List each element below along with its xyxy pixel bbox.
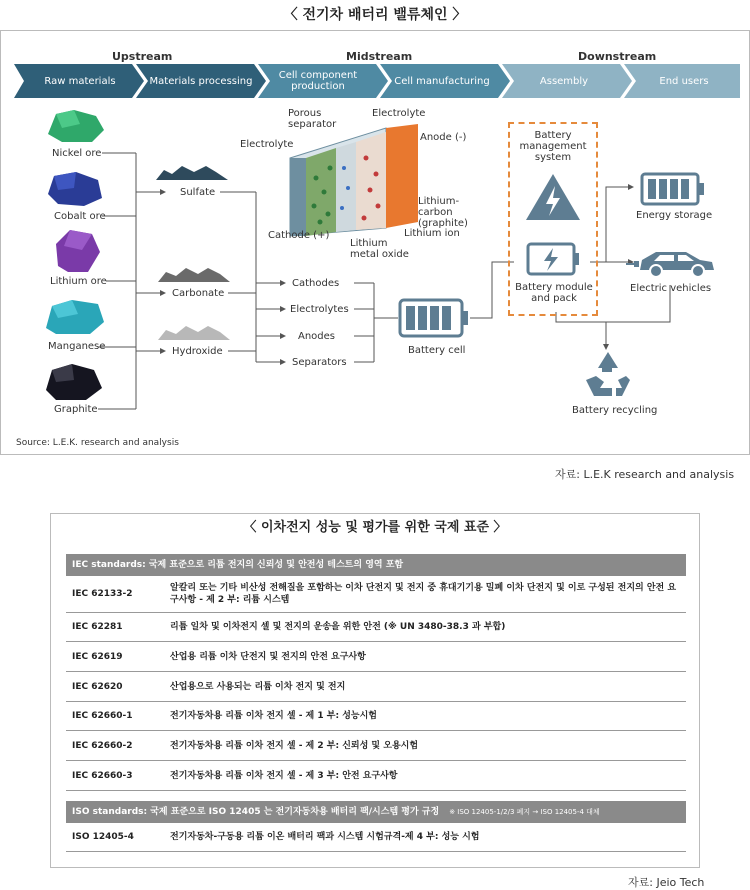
stage-cell-manufacturing: Cell manufacturing [394, 75, 490, 87]
stage-raw-materials: Raw materials [44, 75, 116, 87]
standard-description: 알칼리 또는 기타 비산성 전해질을 포함하는 이차 단전지 및 전지 중 휴대기기용 밀폐 이차 단전지 및 이로 구성된 전지의 안전 요구사항 - 제 2 부: 리튬 시스템 [170, 583, 677, 605]
lithium-ore-icon [52, 228, 102, 274]
phase-downstream: Downstream [578, 50, 657, 63]
table-row [66, 702, 686, 731]
graphite-icon [42, 362, 104, 402]
standard-description: 산업용으로 사용되는 리튬 이차 전지 및 전지 [170, 681, 346, 692]
phase-midstream: Midstream [346, 50, 413, 63]
credit-2: 자료: Jeio Tech [628, 876, 705, 889]
warning-bolt-icon [524, 172, 582, 222]
ore-label-nickel: Nickel ore [52, 148, 102, 159]
stage-cell-component: Cell component production [278, 70, 358, 92]
ore-label-cobalt: Cobalt ore [54, 211, 106, 222]
iso-header: ISO standards: 국제 표준으로 ISO 12405 는 전기자동차용 배터리 팩/시스템 평가 규정 [72, 807, 440, 817]
label-electric-vehicles: Electric vehicles [630, 283, 712, 294]
credit-1: 자료: L.E.K research and analysis [555, 468, 735, 481]
chart-title: 〈 전기차 배터리 밸류체인 〉 [283, 7, 467, 23]
battery-module-icon [526, 242, 582, 276]
phase-upstream: Upstream [112, 50, 173, 63]
table-row [66, 576, 686, 613]
label-electrolyte-top: Electrolyte [372, 108, 426, 119]
standard-code: IEC 62281 [72, 622, 123, 632]
ore-label-manganese: Manganese [48, 341, 106, 352]
label-bms: Battery management system [519, 130, 587, 163]
standard-description: 전기자동차-구동용 리튬 이온 배터리 팩과 시스템 시험규격-제 4 부: 성능 시험 [170, 832, 480, 842]
standard-code: ISO 12405-4 [72, 832, 134, 842]
standard-description: 전기자동차용 리튬 이차 전지 셀 - 제 1 부: 성능시험 [170, 711, 377, 721]
standard-description: 전기자동차용 리튬 이차 전지 셀 - 제 3 부: 안전 요구사항 [170, 770, 398, 781]
standard-code: IEC 62133-2 [72, 589, 133, 599]
standard-code: IEC 62660-1 [72, 711, 133, 721]
manganese-icon [44, 298, 106, 336]
standard-code: IEC 62660-2 [72, 740, 133, 751]
label-battery-cell: Battery cell [408, 345, 466, 356]
battery-cell-icon [398, 298, 470, 338]
standard-description: 리튬 일차 및 이차전지 셀 및 전지의 운송을 위한 안전 (※ UN 3480-38.3 과 부합) [170, 622, 506, 632]
standard-code: IEC 62660-3 [72, 770, 133, 781]
label-lithium-carbon: Lithium-carbon (graphite) [418, 196, 468, 229]
label-porous-separator: Porous separator [288, 108, 337, 130]
table-row [66, 613, 686, 642]
table-row [66, 731, 686, 761]
standard-description: 전기자동차용 리튬 이차 전지 셀 - 제 2 부: 신뢰성 및 오용시험 [170, 740, 419, 751]
standard-code: IEC 62620 [72, 681, 123, 692]
iec-header: IEC standards: 국제 표준으로 리튬 전지의 신뢰성 및 안전성 테스트의 영역 포함 [66, 554, 686, 576]
source-note: Source: L.E.K. research and analysis [16, 438, 179, 448]
table-row [66, 672, 686, 702]
cobalt-ore-icon [44, 170, 106, 208]
label-battery-module: Battery module and pack [515, 282, 593, 304]
component-anodes: Anodes [298, 331, 336, 342]
nickel-ore-icon [44, 108, 106, 144]
component-cathodes: Cathodes [292, 278, 340, 289]
table-row [66, 823, 686, 852]
label-lithium-metal-oxide: Lithium metal oxide [350, 238, 409, 260]
stage-end-users: End users [659, 75, 709, 87]
table-title: 〈 이차전지 성능 및 평가를 위한 국제 표준 〉 [243, 520, 507, 535]
recycling-icon [582, 350, 634, 400]
table-row [66, 642, 686, 672]
standard-description: 산업용 리튬 이차 단전지 및 전지의 안전 요구사항 [170, 651, 366, 662]
label-battery-recycling: Battery recycling [572, 405, 658, 416]
processed-label-sulfate: Sulfate [180, 187, 216, 198]
label-energy-storage: Energy storage [636, 210, 713, 221]
stage-assembly: Assembly [539, 75, 589, 87]
stage-materials-processing: Materials processing [149, 75, 253, 87]
sulfate-powder-icon [154, 162, 230, 182]
label-lithium-ion: Lithium ion [404, 228, 460, 239]
table-row [66, 761, 686, 791]
standards-table [66, 554, 686, 852]
component-electrolytes: Electrolytes [290, 304, 349, 315]
iso-header-row [66, 801, 686, 823]
iso-note: ※ ISO 12405-1/2/3 폐지 → ISO 12405-4 대체 [449, 808, 600, 816]
ore-label-graphite: Graphite [54, 404, 98, 415]
processed-label-hydroxide: Hydroxide [172, 346, 223, 357]
label-cathode: Cathode (+) [268, 230, 330, 241]
processed-label-carbonate: Carbonate [172, 288, 225, 299]
ore-label-lithium: Lithium ore [50, 276, 107, 287]
standard-code: IEC 62619 [72, 651, 123, 662]
electric-vehicle-icon [624, 246, 718, 280]
hydroxide-powder-icon [156, 322, 232, 342]
label-anode: Anode (-) [420, 132, 467, 143]
carbonate-powder-icon [156, 264, 232, 284]
label-electrolyte-left: Electrolyte [240, 139, 294, 150]
iso-rows [66, 823, 686, 852]
iec-rows [66, 576, 686, 791]
energy-storage-icon [640, 172, 706, 206]
component-separators: Separators [292, 357, 347, 368]
